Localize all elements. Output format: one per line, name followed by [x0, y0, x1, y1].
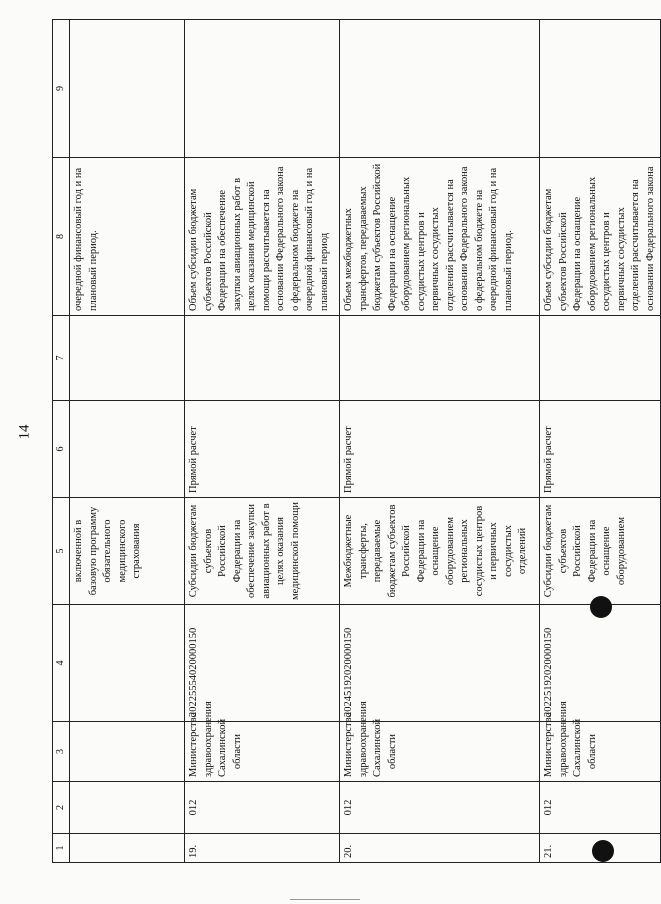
cell-kbk: 20245192020000150: [340, 605, 540, 722]
col-header: 6: [53, 401, 70, 498]
table-row: [340, 20, 540, 863]
cell-org: Министерство здравоохранения Сахалинской области: [540, 722, 661, 782]
col-header: 9: [53, 20, 70, 158]
scan-artifact: [290, 899, 360, 900]
punch-hole-mark: [590, 596, 612, 618]
punch-hole-mark: [592, 840, 614, 862]
cell-name: Межбюджетные трансферты, передаваемые бюджетам субъектов Российской Федерации на оснащение оборудованием региональных сосудистых центров и первичных сосудистых отделений: [340, 498, 540, 605]
cell-name: включенной в базовую программу обязательного медицинского страхования: [70, 498, 185, 605]
cell-c7: [340, 316, 540, 401]
cell-method: Прямой расчет: [185, 401, 340, 498]
cell-method: Прямой расчет: [540, 401, 661, 498]
cell-kbk: 20225554020000150: [185, 605, 340, 722]
cell-description: Объем субсидии бюджетам субъектов Российской Федерации на обеспечение закупки авиационных работ в целях оказания медицинской помощи рассчитывается на основании Федерального закона о федеральном бюджете на очередной финансовый год и на плановый период: [185, 158, 340, 316]
col-header: 1: [53, 834, 70, 863]
cell-c7: [540, 316, 661, 401]
col-header: 8: [53, 158, 70, 316]
cell-kbk: 20225192020000150: [540, 605, 661, 722]
header-row: [53, 20, 70, 863]
col-header: 7: [53, 316, 70, 401]
cell-description: очередной финансовый год и на плановый период.: [70, 158, 185, 316]
cell-number: 20.: [340, 834, 540, 863]
table-row: [185, 20, 340, 863]
data-table: [52, 19, 661, 863]
table-row: [540, 20, 661, 863]
cell-code: 012: [540, 782, 661, 834]
cell-code: 012: [340, 782, 540, 834]
cell-code: 012: [185, 782, 340, 834]
cell-number: 19.: [185, 834, 340, 863]
col-header: 4: [53, 605, 70, 722]
rotated-page: [52, 20, 656, 863]
cell-description: Объем субсидии бюджетам субъектов Российской Федерации на оснащение оборудованием региональных сосудистых центров и первичных сосудистых отделений рассчитывается на основании Федерального закона: [540, 158, 661, 316]
cell-org: Министерство здравоохранения Сахалинской области: [185, 722, 340, 782]
cell-c9: [540, 20, 661, 158]
cell-description: Объем межбюджетных трансфертов, передаваемых бюджетам субъектов Российской Федерации на оснащение оборудованием региональных сосудистых центров и первичных сосудистых отделений рассчитывается на основании Федерального закона о федеральном бюджете на очередной финансовый год и на плановый период.: [340, 158, 540, 316]
cell-name: Субсидии бюджетам субъектов Российской Федерации на обеспечение закупки авиационных работ в целях оказания медицинской помощи: [185, 498, 340, 605]
cell-org: Министерство здравоохранения Сахалинской области: [340, 722, 540, 782]
table-row-continuation: [70, 20, 185, 863]
cell-c7: [185, 316, 340, 401]
col-header: 3: [53, 722, 70, 782]
col-header: 2: [53, 782, 70, 834]
cell-name: Субсидии бюджетам субъектов Российской Федерации на оснащение оборудованием: [540, 498, 661, 605]
cell-c9: [340, 20, 540, 158]
page-number: 14: [16, 424, 33, 440]
cell-number: 21.: [540, 834, 661, 863]
col-header: 5: [53, 498, 70, 605]
cell-c9: [185, 20, 340, 158]
cell-method: Прямой расчет: [340, 401, 540, 498]
